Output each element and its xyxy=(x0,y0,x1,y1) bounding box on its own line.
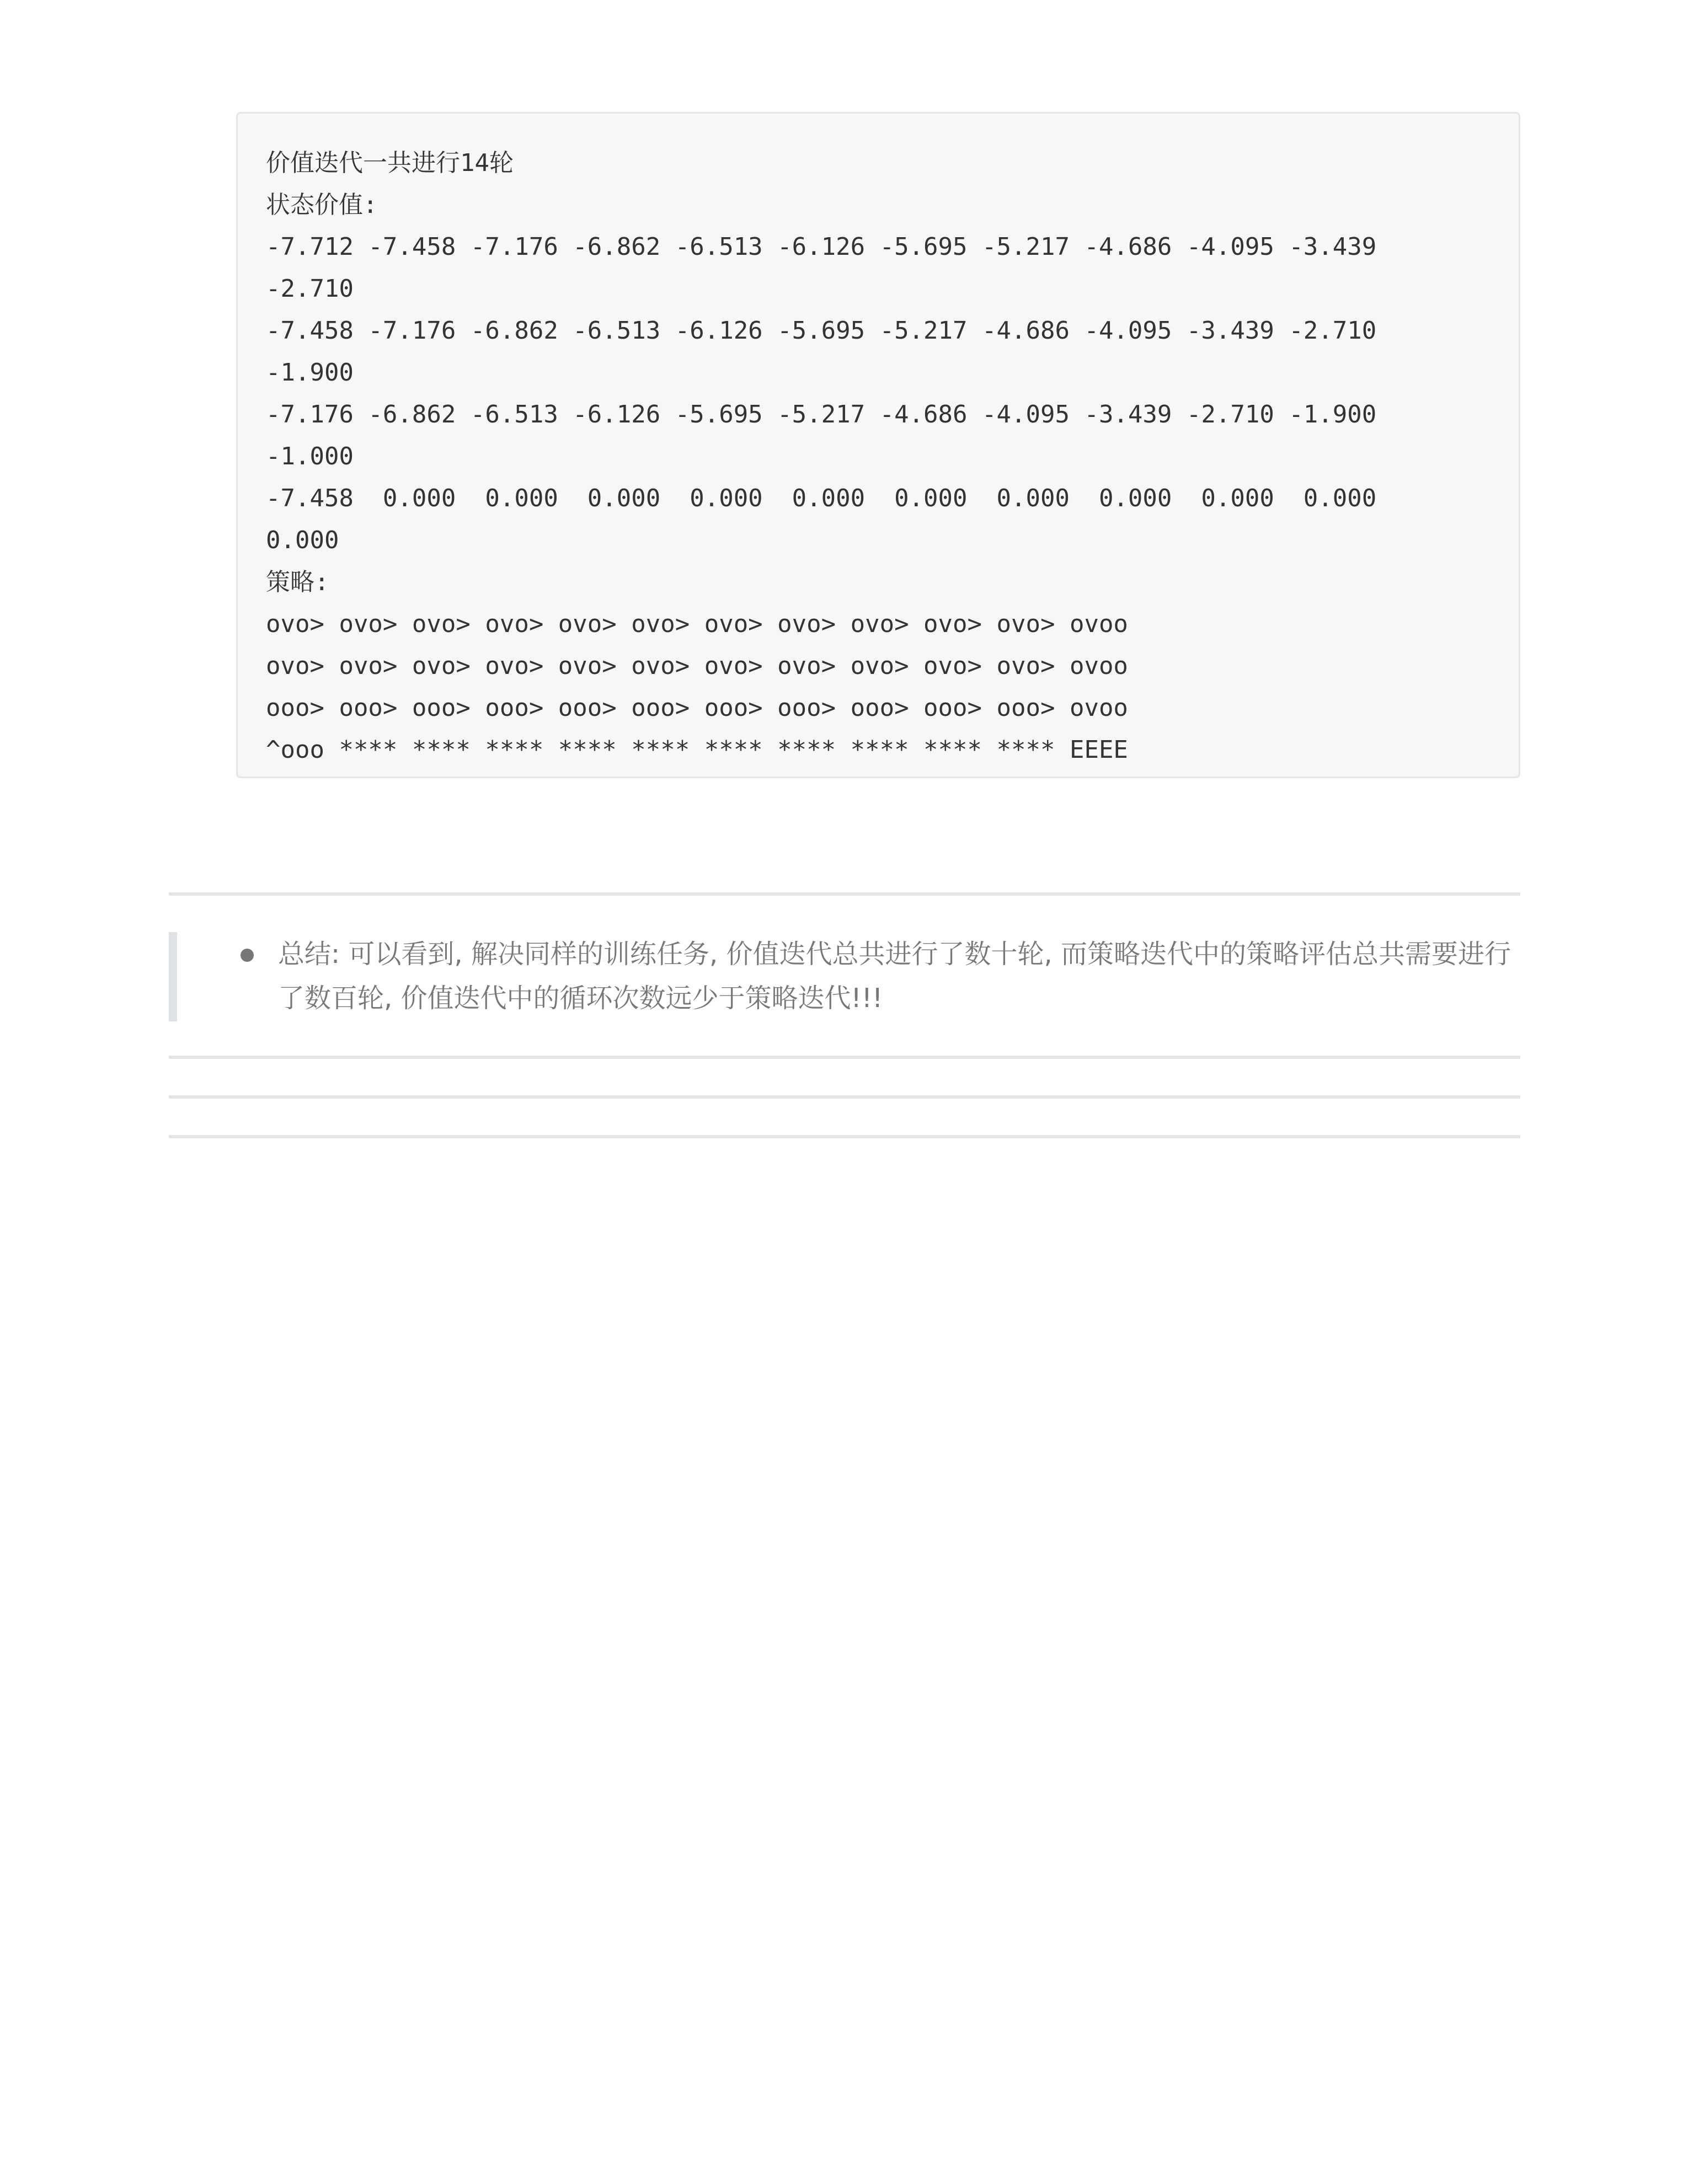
code-output-block xyxy=(236,112,1520,778)
bullet-icon xyxy=(241,949,254,962)
horizontal-rule xyxy=(169,1095,1520,1099)
summary-text: 总结: 可以看到, 解决同样的训练任务, 价值迭代总共进行了数十轮, 而策略迭代中的策略评估总共需要进行了数百轮, 价值迭代中的循环次数远少于策略迭代!!! xyxy=(278,939,1511,1014)
code-line-iterations: 价值迭代一共进行14轮 xyxy=(266,149,514,177)
code-line-values-row-2-wrap: -1.900 xyxy=(266,358,354,387)
horizontal-rule xyxy=(169,1056,1520,1059)
blockquote-bar xyxy=(169,932,177,1021)
horizontal-rule xyxy=(169,892,1520,896)
code-line-state-value-label: 状态价值: xyxy=(266,191,378,219)
code-line-values-row-2: -7.458 -7.176 -6.862 -6.513 -6.126 -5.695 -5.217 -4.686 -4.095 -3.439 -2.710 xyxy=(266,317,1377,345)
code-line-policy-row-2: ovo> ovo> ovo> ovo> ovo> ovo> ovo> ovo> ovo> ovo> ovo> ovoo xyxy=(266,652,1128,680)
code-line-values-row-4: -7.458 0.000 0.000 0.000 0.000 0.000 0.000 0.000 0.000 0.000 0.000 xyxy=(266,484,1377,512)
code-line-policy-row-4: ^ooo **** **** **** **** **** **** **** **** **** **** EEEE xyxy=(266,736,1128,764)
code-line-policy-label: 策略: xyxy=(266,568,329,596)
summary-blockquote xyxy=(169,932,1520,1021)
code-line-policy-row-3: ooo> ooo> ooo> ooo> ooo> ooo> ooo> ooo> ooo> ooo> ooo> ovoo xyxy=(266,694,1128,722)
code-line-values-row-1-wrap: -2.710 xyxy=(266,275,354,303)
code-line-policy-row-1: ovo> ovo> ovo> ovo> ovo> ovo> ovo> ovo> ovo> ovo> ovo> ovoo xyxy=(266,610,1128,638)
code-line-values-row-3-wrap: -1.000 xyxy=(266,442,354,470)
code-line-values-row-3: -7.176 -6.862 -6.513 -6.126 -5.695 -5.217 -4.686 -4.095 -3.439 -2.710 -1.900 xyxy=(266,400,1377,429)
code-line-values-row-1: -7.712 -7.458 -7.176 -6.862 -6.513 -6.126 -5.695 -5.217 -4.686 -4.095 -3.439 xyxy=(266,233,1377,261)
horizontal-rule xyxy=(169,1135,1520,1138)
code-line-values-row-4-wrap: 0.000 xyxy=(266,526,339,554)
